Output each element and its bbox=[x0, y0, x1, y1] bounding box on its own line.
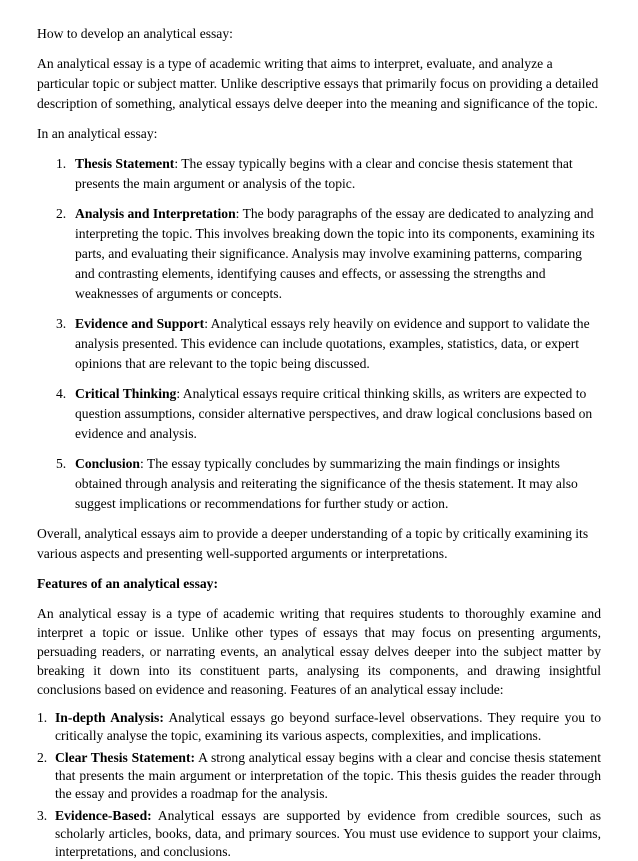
intro-paragraph: An analytical essay is a type of academic writing that aims to interpret, evaluate, and analyze a particular topic or subject matter. Unlike descriptive essays that primarily focus on providing a detailed description of something, analytical essays delve deeper into the meaning and significance of the topic. bbox=[37, 56, 599, 111]
item-term: In-depth Analysis: bbox=[55, 710, 164, 725]
item-text: : Analytical essays rely heavily on evidence and support to validate the analysis presented. This evidence can include quotations, examples, statistics, data, or expert opinions that are relevant to the topic being discussed. bbox=[75, 316, 590, 371]
item-term: Critical Thinking bbox=[75, 386, 177, 401]
features-heading: Features of an analytical essay: bbox=[37, 576, 218, 591]
features-list bbox=[37, 709, 601, 861]
item-term: Thesis Statement bbox=[75, 156, 175, 171]
item-term: Evidence and Support bbox=[75, 316, 205, 331]
item-text: : The essay typically concludes by summarizing the main findings or insights obtained through analysis and reiterating the significance of the thesis statement. It may also suggest implications or recommendations for further study or action. bbox=[75, 456, 578, 511]
item-text: Analytical essays go beyond surface-level observations. They require you to critically analyse the topic, examining its various aspects, complexities, and implications. bbox=[55, 710, 601, 743]
list-item: 2. Analysis and Interpretation: The body paragraphs of the essay are dedicated to analyzing and interpreting the topic. This involves breaking down the topic into its components, examining its parts, and evaluating their significance. Analysis may involve examining patterns, comparing and contrasting elements, identifying causes and effects, or assessing the strengths and weaknesses of arguments or concepts. bbox=[56, 206, 595, 301]
item-term: Conclusion bbox=[75, 456, 140, 471]
steps-list bbox=[37, 154, 601, 514]
item-text: : The essay typically begins with a clear and concise thesis statement that presents the main argument or analysis of the topic. bbox=[75, 156, 573, 191]
list-item: 4. Critical Thinking: Analytical essays require critical thinking skills, as writers are expected to question assumptions, consider alternative perspectives, and draw logical conclusions based on evidence and analysis. bbox=[56, 386, 593, 441]
item-text: : The body paragraphs of the essay are dedicated to analyzing and interpreting the topic. This involves breaking down the topic into its components, examining its parts, and evaluating their significance. Analysis may involve examining patterns, comparing and contrasting elements, identifying causes and effects, or assessing the strengths and weaknesses of arguments or concepts. bbox=[75, 206, 595, 301]
item-term: Analysis and Interpretation bbox=[75, 206, 236, 221]
list-item: 3. Evidence and Support: Analytical essays rely heavily on evidence and support to validate the analysis presented. This evidence can include quotations, examples, statistics, data, or expert opinions that are relevant to the topic being discussed. bbox=[56, 316, 590, 371]
features-intro-paragraph: An analytical essay is a type of academic writing that requires students to thoroughly examine and interpret a topic or issue. Unlike other types of essays that may focus on presenting arguments, persuading readers, or narrating events, an analytical essay delves deeper into the subject matter by breaking it down into its constituent parts, analysing its components, and drawing insightful conclusions based on evidence and reasoning. Features of an analytical essay include: bbox=[37, 606, 601, 697]
item-text: Analytical essays are supported by evidence from credible sources, such as scholarly articles, books, data, and primary sources. You must use evidence to support your claims, interpretations, and conclusions. bbox=[55, 808, 601, 859]
document-title: How to develop an analytical essay: bbox=[37, 26, 233, 41]
list-item: 3. Evidence-Based: Analytical essays are supported by evidence from credible sources, such as scholarly articles, books, data, and primary sources. You must use evidence to support your claims, interpretations, and conclusions. bbox=[37, 808, 601, 859]
item-term: Clear Thesis Statement: bbox=[55, 750, 196, 765]
lead-paragraph: In an analytical essay: bbox=[37, 126, 158, 141]
item-term: Evidence-Based: bbox=[55, 808, 152, 823]
list-item: 5. Conclusion: The essay typically concludes by summarizing the main findings or insights obtained through analysis and reiterating the significance of the thesis statement. It may also suggest implications or recommendations for further study or action. bbox=[56, 456, 578, 511]
overall-paragraph: Overall, analytical essays aim to provide a deeper understanding of a topic by critically examining its various aspects and presenting well-supported arguments or interpretations. bbox=[37, 526, 589, 561]
item-text: A strong analytical essay begins with a clear and concise thesis statement that presents the main argument or interpretation of the topic. This thesis guides the reader through the essay and provides a roadmap for the analysis. bbox=[55, 750, 601, 801]
list-item: 1. In-depth Analysis: Analytical essays go beyond surface-level observations. They require you to critically analyse the topic, examining its various aspects, complexities, and implications. bbox=[37, 710, 601, 743]
list-item: 1. Thesis Statement: The essay typically begins with a clear and concise thesis statement that presents the main argument or analysis of the topic. bbox=[56, 156, 573, 191]
item-text: : Analytical essays require critical thinking skills, as writers are expected to question assumptions, consider alternative perspectives, and draw logical conclusions based on evidence and analysis. bbox=[75, 386, 593, 441]
list-item: 2. Clear Thesis Statement: A strong analytical essay begins with a clear and concise thesis statement that presents the main argument or interpretation of the topic. This thesis guides the reader through the essay and provides a roadmap for the analysis. bbox=[37, 750, 601, 801]
